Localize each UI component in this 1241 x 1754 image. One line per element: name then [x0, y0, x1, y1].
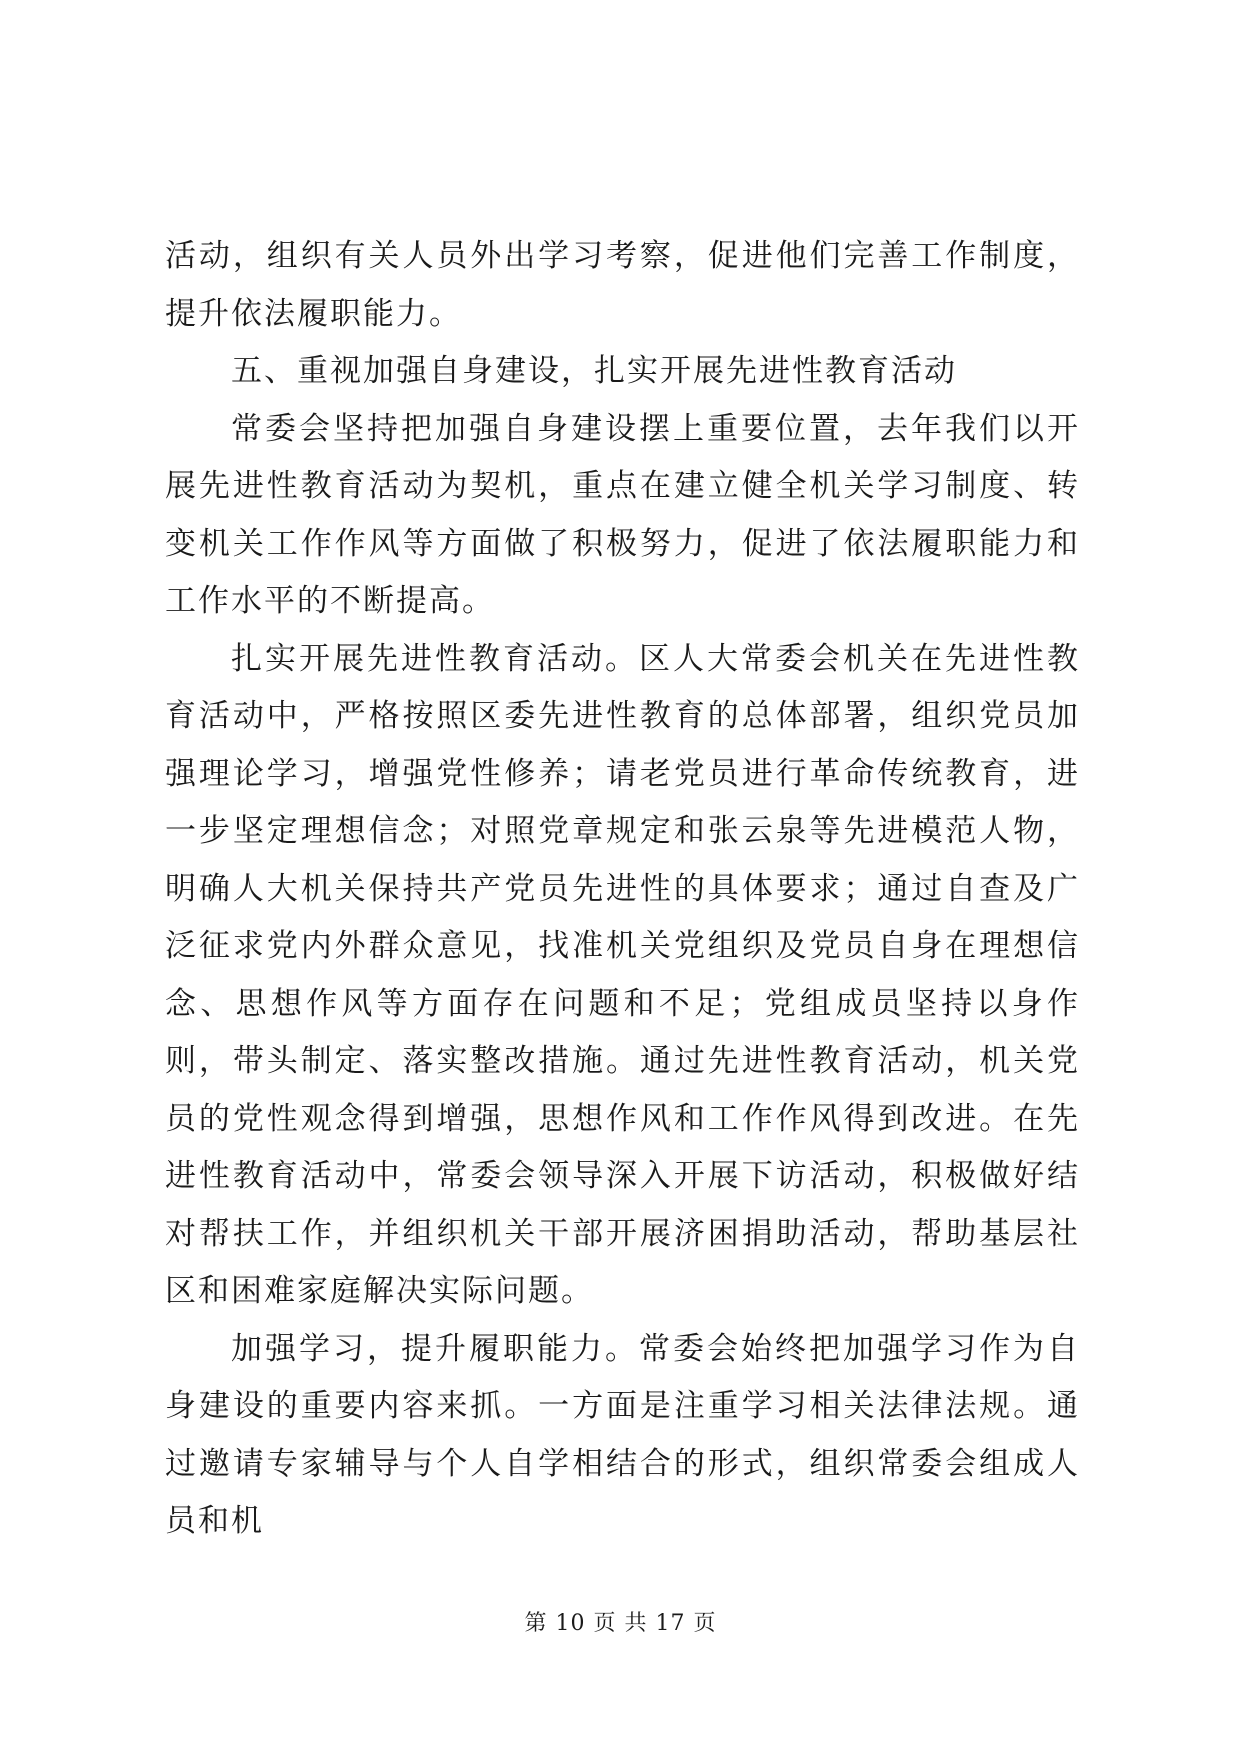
document-body [165, 228, 1080, 1551]
section-heading: 五、重视加强自身建设，扎实开展先进性教育活动 [231, 353, 957, 389]
paragraph-advanced-education: 扎实开展先进性教育活动。区人大常委会机关在先进性教育活动中，严格按照区委先进性教育的总体部署，组织党员加强理论学习，增强党性修养；请老党员进行革命传统教育，进一步坚定理想信念；对照党章规定和张云泉等先进模范人物，明确人大机关保持共产党员先进性的具体要求；通过自查及广泛征求党内外群众意见，找准机关党组织及党员自身在理想信念、思想作风等方面存在问题和不足；党组成员坚持以身作则，带头制定、落实整改措施。通过先进性教育活动，机关党员的党性观念得到增强，思想作风和工作作风得到改进。在先进性教育活动中，常委会领导深入开展下访活动，积极做好结对帮扶工作，并组织机关干部开展济困捐助活动，帮助基层社区和困难家庭解决实际问题。 [165, 640, 1080, 1309]
paragraph-strengthen-learning: 加强学习，提升履职能力。常委会始终把加强学习作为自身建设的重要内容来抓。一方面是注重学习相关法律法规。通过邀请专家辅导与个人自学相结合的形式，组织常委会组成人员和机 [165, 1330, 1080, 1539]
page-footer [0, 1606, 1241, 1637]
paragraph-continuation: 活动，组织有关人员外出学习考察，促进他们完善工作制度，提升依法履职能力。 [165, 238, 1080, 332]
page-number-label: 第 10 页 共 17 页 [524, 1611, 717, 1636]
paragraph-self-building: 常委会坚持把加强自身建设摆上重要位置，去年我们以开展先进性教育活动为契机，重点在建立健全机关学习制度、转变机关工作作风等方面做了积极努力，促进了依法履职能力和工作水平的不断提高。 [165, 410, 1080, 619]
